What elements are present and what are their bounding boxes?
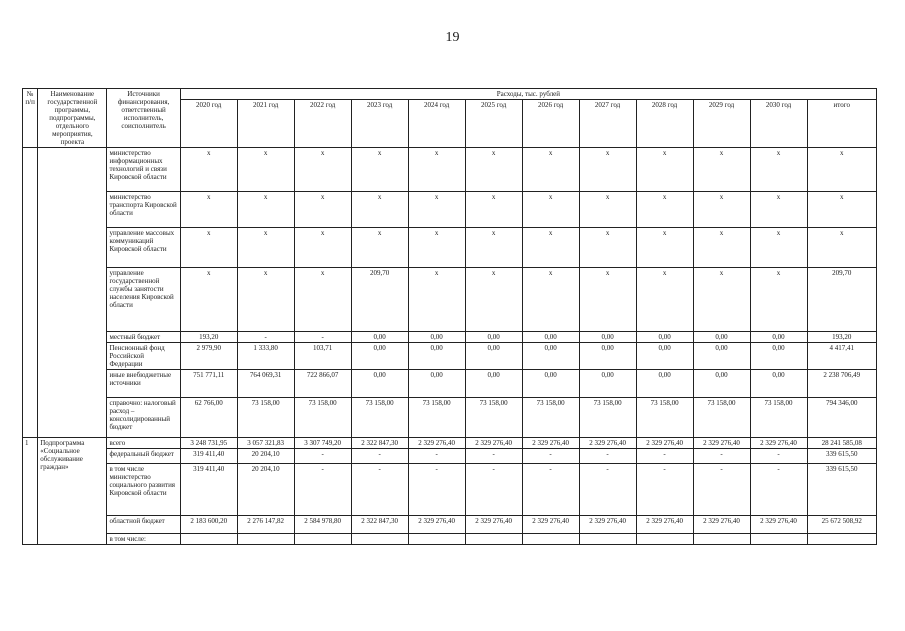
row-number [23,148,38,438]
value-cell: 722 866,07 [294,370,351,398]
value-cell: 2 329 276,40 [579,516,636,534]
value-cell: - [693,449,750,464]
value-cell: 2 276 147,82 [237,516,294,534]
header-year: 2025 год [465,100,522,148]
value-cell: 0,00 [465,343,522,370]
value-cell: x [408,268,465,332]
value-cell: 0,00 [636,370,693,398]
value-cell: 319 411,40 [180,449,237,464]
value-cell: x [237,192,294,228]
value-cell: 28 241 585,08 [807,438,876,449]
table-row [23,343,877,370]
value-cell: 73 158,00 [294,398,351,438]
value-cell: x [579,148,636,192]
header-expenses: Расходы, тыс. рублей [180,89,876,100]
value-cell: x [351,148,408,192]
value-cell: x [750,228,807,268]
table-row [23,449,877,464]
value-cell: 2 329 276,40 [750,438,807,449]
value-cell: x [807,192,876,228]
header-year: 2029 год [693,100,750,148]
value-cell: - [465,464,522,516]
value-cell: x [237,268,294,332]
value-cell: x [522,228,579,268]
value-cell: 2 329 276,40 [750,516,807,534]
row-name [38,148,107,438]
value-cell: 764 069,31 [237,370,294,398]
value-cell: 73 158,00 [579,398,636,438]
value-cell: - [408,464,465,516]
value-cell: x [579,228,636,268]
value-cell: x [579,268,636,332]
value-cell: 319 411,40 [180,464,237,516]
value-cell: x [294,148,351,192]
value-cell: 2 329 276,40 [636,438,693,449]
value-cell: 3 057 321,83 [237,438,294,449]
value-cell: x [465,192,522,228]
value-cell: x [408,148,465,192]
value-cell: 0,00 [693,343,750,370]
value-cell [408,534,465,545]
value-cell: 4 417,41 [807,343,876,370]
value-cell: 73 158,00 [465,398,522,438]
header-year: 2030 год [750,100,807,148]
value-cell: 2 979,90 [180,343,237,370]
value-cell: 3 248 731,95 [180,438,237,449]
value-cell: 339 615,50 [807,449,876,464]
value-cell: - [522,449,579,464]
value-cell: - [465,449,522,464]
value-cell: x [522,268,579,332]
value-cell [294,534,351,545]
header-year: 2022 год [294,100,351,148]
value-cell: x [294,268,351,332]
value-cell: - [294,464,351,516]
value-cell: 2 329 276,40 [579,438,636,449]
value-cell: x [807,228,876,268]
table-row [23,464,877,516]
value-cell: x [636,228,693,268]
value-cell: 0,00 [750,332,807,343]
value-cell: 0,00 [522,332,579,343]
value-cell: - [579,449,636,464]
value-cell: - [636,449,693,464]
value-cell: x [750,192,807,228]
value-cell: 2 329 276,40 [693,516,750,534]
value-cell: 0,00 [750,343,807,370]
value-cell: 193,20 [807,332,876,343]
header-year: 2023 год [351,100,408,148]
value-cell: 209,70 [351,268,408,332]
header-year: 2020 год [180,100,237,148]
table-row [23,534,877,545]
value-cell [180,534,237,545]
value-cell: x [408,228,465,268]
value-cell: x [180,268,237,332]
header-year: 2027 год [579,100,636,148]
value-cell: 2 329 276,40 [522,516,579,534]
value-cell: - [636,464,693,516]
table-row [23,370,877,398]
header-name: Наименование государственной программы, подпрограммы, отдельного мероприятия, проекта [38,89,107,148]
value-cell: x [408,192,465,228]
value-cell: 1 333,80 [237,343,294,370]
value-cell: x [522,192,579,228]
value-cell: 0,00 [522,370,579,398]
table-row [23,148,877,192]
value-cell: - [750,464,807,516]
header-year: 2026 год [522,100,579,148]
value-cell: x [693,268,750,332]
value-cell [636,534,693,545]
value-cell: 0,00 [693,332,750,343]
funding-source: в том числе: [107,534,180,545]
value-cell: 25 672 508,92 [807,516,876,534]
value-cell: 0,00 [408,332,465,343]
value-cell: x [465,148,522,192]
header-year: итого [807,100,876,148]
value-cell: x [180,148,237,192]
value-cell: 0,00 [579,332,636,343]
funding-source: иные внебюджетные источники [107,370,180,398]
value-cell: x [693,192,750,228]
value-cell: x [465,228,522,268]
value-cell: 794 346,00 [807,398,876,438]
value-cell: x [750,148,807,192]
value-cell: x [636,268,693,332]
value-cell: x [750,268,807,332]
value-cell: - [351,464,408,516]
value-cell: 20 204,10 [237,449,294,464]
value-cell: 2 238 706,49 [807,370,876,398]
page-number: 19 [445,30,460,45]
value-cell [750,534,807,545]
value-cell: 0,00 [351,343,408,370]
funding-source: министерство транспорта Кировской области [107,192,180,228]
value-cell: - [294,332,351,343]
value-cell: - [294,449,351,464]
value-cell: - [408,449,465,464]
value-cell: 62 766,00 [180,398,237,438]
value-cell: 2 329 276,40 [408,438,465,449]
funding-source: местный бюджет [107,332,180,343]
value-cell: 2 329 276,40 [408,516,465,534]
value-cell: 0,00 [522,343,579,370]
funding-source: областной бюджет [107,516,180,534]
value-cell: 73 158,00 [636,398,693,438]
value-cell: 2 329 276,40 [465,438,522,449]
value-cell: 193,20 [180,332,237,343]
value-cell [522,534,579,545]
value-cell: 0,00 [636,343,693,370]
table-row [23,192,877,228]
header-year: 2024 год [408,100,465,148]
funding-source: в том числе министерство социального развития Кировской области [107,464,180,516]
value-cell: x [237,148,294,192]
value-cell: x [294,192,351,228]
value-cell: x [351,192,408,228]
table-row [23,398,877,438]
value-cell: x [351,228,408,268]
value-cell: 209,70 [807,268,876,332]
value-cell [351,534,408,545]
value-cell [579,534,636,545]
value-cell: 0,00 [408,343,465,370]
funding-source: управление государственной службы занятости населения Кировской области [107,268,180,332]
value-cell: 73 158,00 [522,398,579,438]
value-cell: 0,00 [351,370,408,398]
value-cell: - [522,464,579,516]
value-cell: 73 158,00 [750,398,807,438]
value-cell: 73 158,00 [351,398,408,438]
value-cell: 2 322 847,30 [351,438,408,449]
table-row [23,268,877,332]
value-cell: 20 204,10 [237,464,294,516]
funding-source: всего [107,438,180,449]
value-cell: - [237,332,294,343]
value-cell: 2 183 600,20 [180,516,237,534]
value-cell: x [180,192,237,228]
value-cell: x [294,228,351,268]
header-number: № п/п [23,89,38,148]
value-cell: 0,00 [579,343,636,370]
funding-source: Пенсионный фонд Российской Федерации [107,343,180,370]
value-cell: x [237,228,294,268]
value-cell: 2 584 978,80 [294,516,351,534]
value-cell: 3 307 749,20 [294,438,351,449]
value-cell: 0,00 [636,332,693,343]
table-row [23,332,877,343]
value-cell: 0,00 [465,332,522,343]
value-cell: 0,00 [579,370,636,398]
table-row [23,516,877,534]
funding-source: управление массовых коммуникаций Кировской области [107,228,180,268]
value-cell: x [465,268,522,332]
value-cell: 339 615,50 [807,464,876,516]
value-cell: 751 771,11 [180,370,237,398]
funding-source: министерство информационных технологий и связи Кировской области [107,148,180,192]
header-source: Источники финансирования, ответственный исполнитель, соисполнитель [107,89,180,148]
value-cell: - [750,449,807,464]
value-cell: 2 329 276,40 [465,516,522,534]
value-cell: 73 158,00 [693,398,750,438]
value-cell: x [180,228,237,268]
value-cell: 0,00 [693,370,750,398]
value-cell [807,534,876,545]
value-cell: 73 158,00 [237,398,294,438]
value-cell [237,534,294,545]
value-cell: x [693,148,750,192]
value-cell: 0,00 [351,332,408,343]
value-cell: 0,00 [465,370,522,398]
value-cell: 2 329 276,40 [522,438,579,449]
value-cell [693,534,750,545]
budget-table [22,88,877,545]
value-cell: x [693,228,750,268]
value-cell: 0,00 [750,370,807,398]
value-cell: 2 329 276,40 [636,516,693,534]
value-cell: x [636,148,693,192]
value-cell: 103,71 [294,343,351,370]
table-row [23,438,877,449]
funding-source: федеральный бюджет [107,449,180,464]
row-name: Подпрограмма «Социальное обслуживание граждан» [38,438,107,545]
row-number: 1 [23,438,38,545]
table-row [23,228,877,268]
value-cell: x [636,192,693,228]
value-cell: 2 322 847,30 [351,516,408,534]
header-year: 2021 год [237,100,294,148]
value-cell: - [693,464,750,516]
value-cell: x [579,192,636,228]
value-cell: - [579,464,636,516]
value-cell [465,534,522,545]
value-cell: 2 329 276,40 [693,438,750,449]
header-year: 2028 год [636,100,693,148]
value-cell: x [522,148,579,192]
value-cell: 0,00 [408,370,465,398]
funding-source: справочно: налоговый расход – консолидированный бюджет [107,398,180,438]
value-cell: 73 158,00 [408,398,465,438]
value-cell: - [351,449,408,464]
value-cell: x [807,148,876,192]
